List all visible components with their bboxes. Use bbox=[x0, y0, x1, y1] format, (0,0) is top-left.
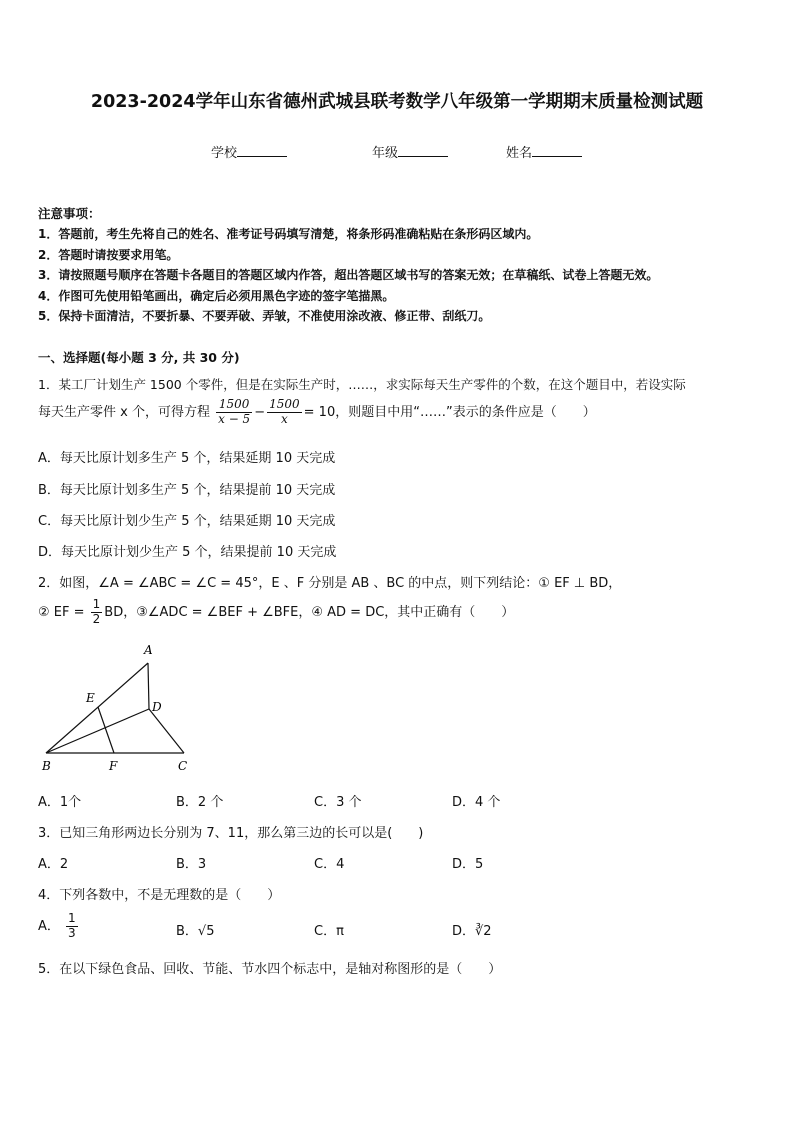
q1-equals: = 10 bbox=[303, 404, 336, 420]
q4-frac-num: 1 bbox=[68, 911, 76, 925]
q4-frac-den: 3 bbox=[68, 925, 76, 940]
label-d: D bbox=[152, 700, 162, 714]
page-title: 2023-2024学年山东省德州武城县联考数学八年级第一学期期末质量检测试题 bbox=[90, 92, 704, 112]
q3-option-c[interactable]: C．4 bbox=[314, 857, 345, 872]
label-b: B bbox=[42, 759, 51, 773]
segment-ba bbox=[46, 663, 148, 753]
q1-frac2-num: 1500 bbox=[269, 397, 300, 411]
q2-geometry-figure bbox=[36, 640, 206, 780]
school-blank[interactable] bbox=[237, 144, 287, 157]
q2-line2 bbox=[38, 598, 514, 627]
q1-line2 bbox=[38, 398, 596, 427]
q1-line2-pre: 每天生产零件 x 个，可得方程 bbox=[38, 404, 210, 420]
q4-one-third bbox=[66, 912, 78, 941]
q5-text: 5．在以下绿色食品、回收、节能、节水四个标志中，是轴对称图形的是（ ） bbox=[38, 962, 502, 977]
q2-option-b[interactable]: B．2 个 bbox=[176, 795, 224, 810]
q3-option-a[interactable]: A．2 bbox=[38, 857, 69, 872]
q1-minus: − bbox=[254, 404, 266, 420]
q4-option-a-label: A． bbox=[38, 918, 60, 934]
q1-frac1-den: x − 5 bbox=[218, 411, 251, 426]
q2-half-num: 1 bbox=[92, 597, 101, 611]
school-label: 学校 bbox=[211, 146, 238, 161]
q1-option-b[interactable]: B．每天比原计划多生产 5 个，结果提前 10 天完成 bbox=[38, 483, 336, 498]
q2-line2-pre: ② EF = bbox=[38, 604, 85, 620]
q1-line1: 1．某工厂计划生产 1500 个零件，但是在实际生产时，……，求实际每天生产零件的个数，在这个题目中，若设实际 bbox=[38, 377, 686, 392]
q2-line2-post: BD，③∠ADC = ∠BEF + ∠BFE，④ AD = DC，其中正确有（ ） bbox=[104, 604, 515, 620]
section-heading: 一、选择题(每小题 3 分, 共 30 分) bbox=[38, 350, 240, 365]
name-label: 姓名 bbox=[506, 146, 533, 161]
note-item: 2．答题时请按要求用笔。 bbox=[38, 248, 179, 262]
segment-bd bbox=[46, 709, 149, 753]
q1-option-c[interactable]: C．每天比原计划少生产 5 个，结果延期 10 天完成 bbox=[38, 514, 336, 529]
school-field[interactable] bbox=[211, 142, 287, 161]
label-c: C bbox=[178, 759, 188, 773]
q2-option-a[interactable]: A．1个 bbox=[38, 795, 82, 810]
q2-half-den: 2 bbox=[92, 611, 101, 626]
q1-frac1-num: 1500 bbox=[216, 398, 252, 413]
q4-option-b[interactable]: B．√5 bbox=[176, 924, 215, 939]
note-item: 3．请按照题号顺序在答题卡各题目的答题区域内作答，超出答题区域书写的答案无效；在草稿纸、试卷上答题无效。 bbox=[38, 268, 659, 282]
q1-option-a[interactable]: A．每天比原计划多生产 5 个，结果延期 10 天完成 bbox=[38, 451, 336, 466]
q4-text: 4．下列各数中，不是无理数的是（ ） bbox=[38, 888, 281, 903]
note-item: 4．作图可先使用铅笔画出，确定后必须用黑色字迹的签字笔描黑。 bbox=[38, 289, 395, 303]
q2-option-c[interactable]: C．3 个 bbox=[314, 795, 362, 810]
note-item: 5．保持卡面清洁，不要折暴、不要弄破、弄皱，不准使用涂改液、修正带、刮纸刀。 bbox=[38, 309, 491, 323]
name-field[interactable] bbox=[506, 142, 582, 161]
name-blank[interactable] bbox=[532, 144, 582, 157]
label-a: A bbox=[144, 643, 153, 657]
q3-option-b[interactable]: B．3 bbox=[176, 857, 207, 872]
q3-option-d[interactable]: D．5 bbox=[452, 857, 484, 872]
q2-option-d[interactable]: D．4 个 bbox=[452, 795, 501, 810]
q3-text: 3．已知三角形两边长分别为 7、11，那么第三边的长可以是( ) bbox=[38, 826, 424, 841]
grade-blank[interactable] bbox=[398, 144, 448, 157]
q4-option-c[interactable]: C．π bbox=[314, 924, 344, 939]
q1-fraction-1 bbox=[216, 398, 252, 427]
label-e: E bbox=[86, 691, 95, 705]
grade-field[interactable] bbox=[372, 142, 448, 161]
q1-option-d[interactable]: D．每天比原计划少生产 5 个，结果提前 10 天完成 bbox=[38, 545, 337, 560]
q1-line2-post: ，则题目中用“……”表示的条件应是（ ） bbox=[335, 404, 596, 420]
q4-option-d[interactable]: D．∛2 bbox=[452, 924, 492, 939]
q1-frac2-den: x bbox=[280, 411, 288, 426]
label-f: F bbox=[109, 759, 118, 773]
q2-line1: 2．如图，∠A = ∠ABC = ∠C = 45°，E 、F 分别是 AB 、BC 的中点，则下列结论：① EF ⊥ BD， bbox=[38, 576, 622, 591]
q4-option-a[interactable] bbox=[38, 912, 80, 941]
segment-dc bbox=[149, 709, 184, 753]
notes-heading: 注意事项： bbox=[38, 206, 101, 221]
grade-label: 年级 bbox=[372, 146, 399, 161]
q2-half-fraction bbox=[91, 598, 103, 627]
segment-ad bbox=[148, 663, 149, 709]
note-item: 1．答题前，考生先将自己的姓名、准考证号码填写清楚，将条形码准确粘贴在条形码区域内。 bbox=[38, 227, 539, 241]
q1-fraction-2 bbox=[267, 398, 302, 427]
